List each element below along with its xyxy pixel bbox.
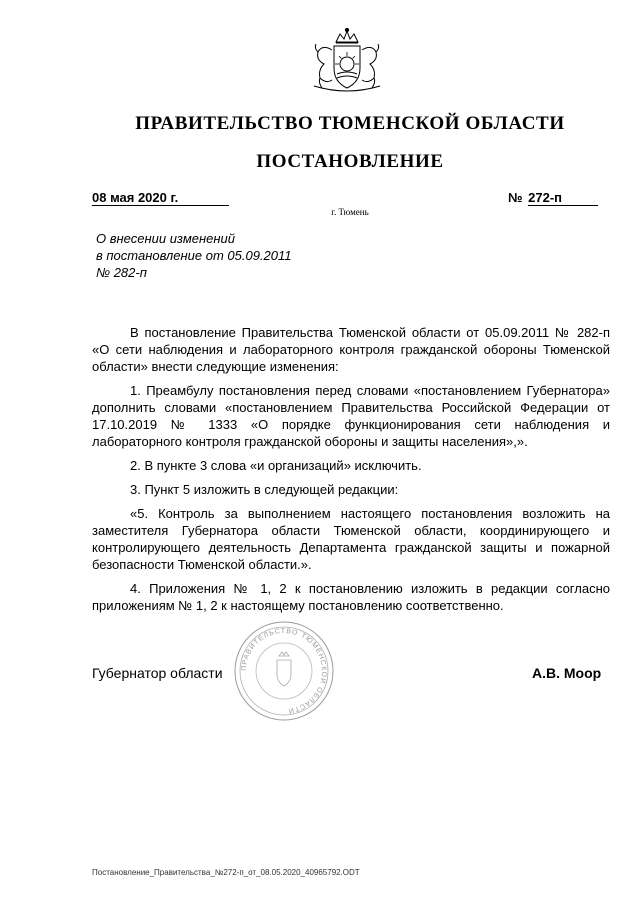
tyumen-coat-of-arms-emblem [304, 26, 390, 96]
official-seal-stamp [233, 620, 335, 722]
number-label: № [508, 190, 523, 205]
subject-block [96, 230, 292, 281]
svg-text:ПРАВИТЕЛЬСТВО ТЮМЕНСКОЙ ОБЛАСТ: ПРАВИТЕЛЬСТВО ТЮМЕНСКОЙ ОБЛАСТИ [240, 627, 328, 714]
signatory-title: Губернатор области [92, 665, 223, 681]
item-1-paragraph: 1. Преамбулу постановления перед словами «постановлением Губернатора» дополнить словами «постановлением Правительства Российской Федерации от 17.10.2019 № 1333 «О порядке функционирования сети наблюдения и лабораторного контроля гражданской обороны и защиты населения»,». [92, 383, 610, 449]
item-3-paragraph: 3. Пункт 5 изложить в следующей редакции: [130, 482, 399, 497]
subject-line-3: № 282-п [96, 265, 147, 280]
item-4-paragraph: 4. Приложения № 1, 2 к постановлению изложить в редакции согласно приложениям № 1, 2 к настоящему постановлению соответственно. [92, 581, 610, 613]
document-body [92, 324, 610, 621]
subject-line-2: в постановление от 05.09.2011 [96, 248, 292, 263]
document-date: 08 мая 2020 г. [92, 190, 229, 206]
document-number: 272-п [528, 190, 598, 206]
organization-title: ПРАВИТЕЛЬСТВО ТЮМЕНСКОЙ ОБЛАСТИ [135, 113, 565, 134]
item-2-paragraph: 2. В пункте 3 слова «и организаций» исключить. [130, 458, 422, 473]
intro-paragraph: В постановление Правительства Тюменской области от 05.09.2011 № 282-п «О сети наблюдения и лабораторного контроля гражданской обороны Тюменской области» внести следующие изменения: [92, 325, 610, 374]
subject-line-1: О внесении изменений [96, 231, 235, 246]
item-3-quote-paragraph: «5. Контроль за выполнением настоящего постановления возложить на заместителя Губернатора области Тюменской области, координирующего и контролирующего деятельность Департамента гражданской защиты и пожарной безопасности Тюменской области.». [92, 506, 610, 572]
document-number-block [508, 190, 598, 206]
file-footer: Постановление_Правительства_№272-п_от_08.05.2020_40965792.ODT [92, 868, 360, 877]
city-label: г. Тюмень [331, 207, 369, 217]
document-type-title: ПОСТАНОВЛЕНИЕ [256, 151, 444, 172]
signatory-name: А.В. Моор [532, 665, 602, 681]
